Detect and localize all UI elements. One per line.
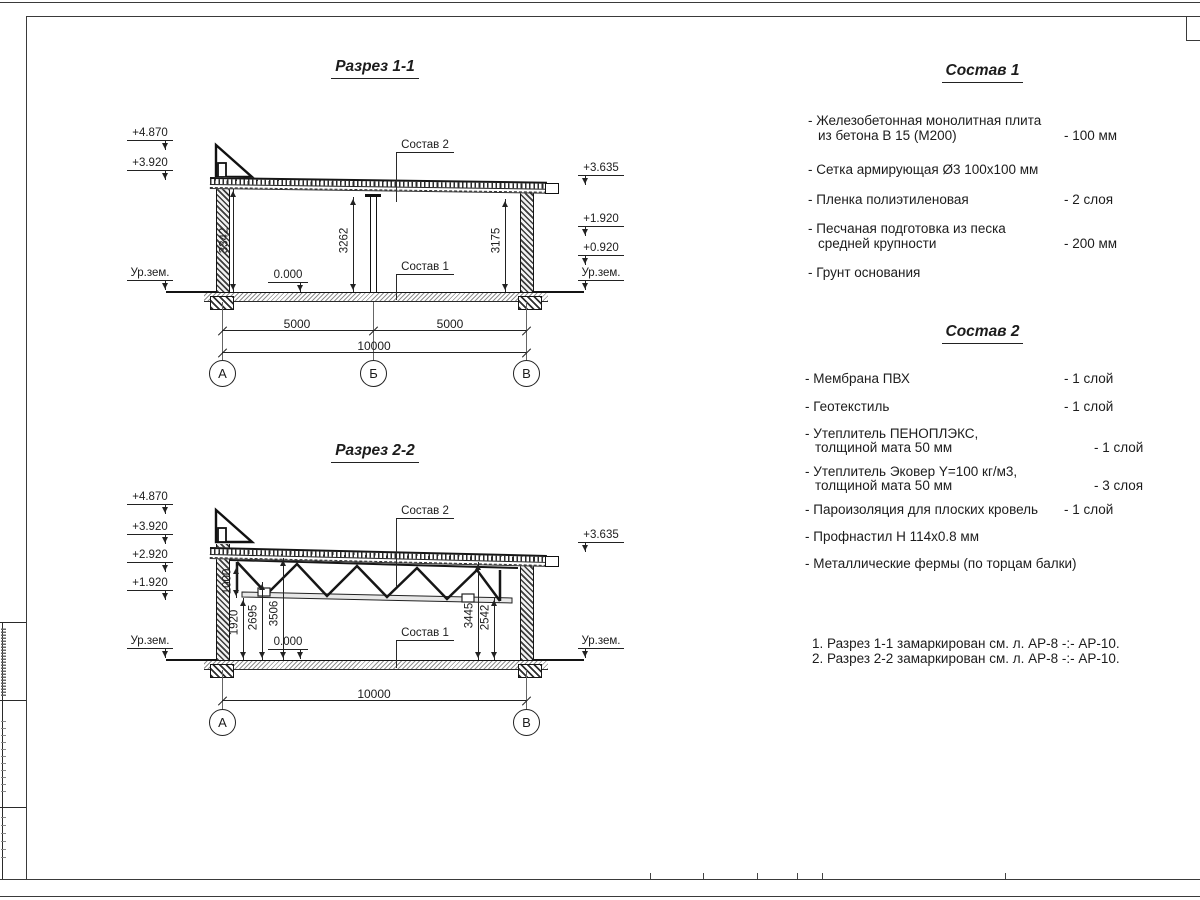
elevation-label: Ур.зем. bbox=[130, 635, 170, 647]
callout-leader bbox=[396, 153, 397, 202]
elevation-mark bbox=[578, 213, 624, 227]
material-item-line2: из бетона В 15 (М200) bbox=[818, 128, 957, 143]
elevation-line bbox=[127, 562, 173, 563]
callout-underline bbox=[396, 518, 454, 519]
material-value: - 100 мм bbox=[1064, 128, 1118, 143]
elevation-mark bbox=[578, 162, 624, 176]
ground-line bbox=[166, 659, 216, 661]
callout-label: Состав 2 bbox=[401, 505, 449, 517]
elevation-arrow-icon bbox=[585, 227, 586, 236]
dim-value: 5000 bbox=[436, 317, 464, 331]
callout-underline bbox=[396, 640, 454, 641]
dim-value: 3342 bbox=[218, 227, 231, 254]
material-item: - Песчаная подготовка из песка bbox=[808, 221, 1006, 236]
callout-label: Состав 1 bbox=[401, 627, 449, 639]
elevation-label: +0.920 bbox=[583, 242, 619, 254]
material-item: - Металлические фермы (по торцам балки) bbox=[805, 556, 1077, 571]
frame-corner-box bbox=[1186, 40, 1200, 41]
material-item-line2: толщиной мата 50 мм bbox=[815, 440, 953, 455]
side-stamp-text bbox=[1, 716, 6, 792]
callout-underline bbox=[396, 152, 454, 153]
elevation-mark bbox=[127, 549, 173, 563]
ground-level-mark bbox=[578, 267, 624, 281]
section1-title-text: Разрез 1-1 bbox=[331, 58, 419, 79]
title-block-tick bbox=[703, 873, 704, 879]
elevation-label: +1.920 bbox=[583, 213, 619, 225]
foundation-block bbox=[518, 664, 542, 678]
elevation-arrow-icon bbox=[165, 281, 166, 290]
callout-label: Состав 1 bbox=[401, 261, 449, 273]
side-stamp-line bbox=[0, 622, 26, 623]
elevation-arrow-icon bbox=[165, 591, 166, 600]
material-item-line2: средней крупности bbox=[818, 236, 937, 251]
elevation-arrow-icon bbox=[585, 543, 586, 552]
title-block-tick bbox=[757, 873, 758, 879]
title-block-tick bbox=[650, 873, 651, 879]
axis-circle: Б bbox=[360, 360, 387, 387]
extension-line bbox=[222, 670, 223, 709]
roof-edge-block bbox=[545, 556, 559, 567]
elevation-label: +1.920 bbox=[132, 577, 168, 589]
elevation-arrow-icon bbox=[165, 535, 166, 544]
note: 2. Разрез 2-2 замаркирован см. л. АР-8 -:- АР-10. bbox=[812, 651, 1120, 666]
elevation-arrow-icon bbox=[165, 563, 166, 572]
dim-value: 2695 bbox=[247, 604, 260, 631]
elevation-line bbox=[127, 504, 173, 505]
material-value: - 3 слоя bbox=[1094, 478, 1144, 493]
elevation-line bbox=[127, 140, 173, 141]
elevation-label: Ур.зем. bbox=[130, 267, 170, 279]
callout-leader bbox=[396, 275, 397, 300]
material-item: - Геотекстиль bbox=[805, 399, 890, 414]
level-label: 0.000 bbox=[273, 269, 303, 281]
material-item: - Пароизоляция для плоских кровель bbox=[805, 502, 1039, 517]
elevation-arrow-icon bbox=[165, 505, 166, 514]
ground-level-mark bbox=[127, 635, 173, 649]
section2-title-text: Разрез 2-2 bbox=[331, 442, 419, 463]
elevation-mark bbox=[127, 157, 173, 171]
dim-value: 3506 bbox=[268, 600, 281, 627]
material-item: - Профнастил Н 114х0.8 мм bbox=[805, 529, 979, 544]
sostav2-title-text: Состав 2 bbox=[942, 323, 1024, 344]
floor-slab bbox=[204, 660, 548, 670]
material-item: - Сетка армирующая Ø3 100х100 мм bbox=[808, 162, 1039, 177]
elevation-label: +2.920 bbox=[132, 549, 168, 561]
frame-line bbox=[0, 2, 1200, 3]
elevation-arrow-icon bbox=[585, 281, 586, 290]
dim-value: 3175 bbox=[490, 227, 503, 254]
material-value: - 1 слой bbox=[1064, 399, 1114, 414]
foundation-block bbox=[518, 296, 542, 310]
elevation-label: Ур.зем. bbox=[581, 267, 621, 279]
material-item: - Железобетонная монолитная плита bbox=[808, 113, 1042, 128]
section1-title bbox=[300, 58, 450, 79]
frame-line bbox=[0, 896, 1200, 897]
material-item: - Утеплитель Эковер Y=100 кг/м3, bbox=[805, 464, 1018, 479]
frame-line bbox=[26, 16, 27, 880]
elevation-line bbox=[127, 280, 173, 281]
dim-value: 10000 bbox=[357, 687, 391, 701]
elevation-label: +4.870 bbox=[132, 127, 168, 139]
side-stamp-line bbox=[0, 700, 26, 701]
elevation-mark bbox=[578, 242, 624, 256]
dim-value: 3262 bbox=[338, 227, 351, 254]
elevation-label: +3.920 bbox=[132, 157, 168, 169]
elevation-label: +3.635 bbox=[583, 529, 619, 541]
sostav2-title bbox=[930, 323, 1035, 344]
elevation-mark bbox=[127, 577, 173, 591]
zero-level-mark bbox=[268, 269, 308, 283]
frame-corner-box bbox=[1186, 16, 1187, 40]
material-value: - 1 слой bbox=[1064, 371, 1114, 386]
callout-sostav1 bbox=[396, 627, 454, 641]
elevation-mark bbox=[578, 529, 624, 543]
elevation-arrow-icon bbox=[585, 649, 586, 658]
material-item: - Утеплитель ПЕНОПЛЭКС, bbox=[805, 426, 979, 441]
callout-sostav1 bbox=[396, 261, 454, 275]
callout-sostav2 bbox=[396, 505, 454, 519]
dim-value: 1920 bbox=[228, 609, 241, 636]
elevation-arrow-icon bbox=[585, 176, 586, 185]
ground-line bbox=[166, 291, 216, 293]
dim-value: 3445 bbox=[463, 602, 476, 629]
axis-circle: А bbox=[209, 709, 236, 736]
dim-line-vertical bbox=[233, 189, 234, 292]
section2-title bbox=[300, 442, 450, 463]
axis-circle: В bbox=[513, 709, 540, 736]
ground-level-mark bbox=[127, 267, 173, 281]
callout-label: Состав 2 bbox=[401, 139, 449, 151]
elevation-line bbox=[127, 534, 173, 535]
callout-leader bbox=[396, 641, 397, 668]
level-line bbox=[268, 649, 308, 650]
side-stamp-text bbox=[1, 627, 6, 696]
frame-line bbox=[0, 879, 1200, 880]
material-item: - Мембрана ПВХ bbox=[805, 371, 910, 386]
dim-line-vertical bbox=[353, 197, 354, 292]
elevation-line bbox=[127, 648, 173, 649]
dim-value: 5000 bbox=[283, 317, 311, 331]
elevation-line bbox=[127, 590, 173, 591]
material-value: - 200 мм bbox=[1064, 236, 1118, 251]
elevation-arrow-icon bbox=[165, 141, 166, 150]
ground-line bbox=[532, 659, 584, 661]
ground-level-mark bbox=[578, 635, 624, 649]
title-block-tick bbox=[822, 873, 823, 879]
extension-line bbox=[526, 670, 527, 709]
dim-line-vertical bbox=[243, 598, 244, 660]
ground-line bbox=[532, 291, 584, 293]
callout-underline bbox=[396, 274, 454, 275]
dim-line-vertical bbox=[262, 582, 263, 660]
level-arrow-icon bbox=[300, 650, 301, 659]
level-line bbox=[268, 282, 308, 283]
dim-line-vertical bbox=[505, 199, 506, 292]
roof-edge-block bbox=[545, 183, 559, 194]
callout-sostav2 bbox=[396, 139, 454, 153]
wall-right bbox=[520, 557, 534, 660]
elevation-label: +3.920 bbox=[132, 521, 168, 533]
sostav1-title-text: Состав 1 bbox=[942, 62, 1024, 83]
dim-value: 1000 bbox=[221, 568, 234, 595]
elevation-label: Ур.зем. bbox=[581, 635, 621, 647]
material-item-line2: толщиной мата 50 мм bbox=[815, 478, 953, 493]
material-item: - Грунт основания bbox=[808, 265, 921, 280]
elevation-line bbox=[127, 170, 173, 171]
elevation-label: +3.635 bbox=[583, 162, 619, 174]
parapet bbox=[208, 504, 256, 546]
elevation-mark bbox=[127, 521, 173, 535]
dim-value: 10000 bbox=[357, 339, 391, 353]
column-cap bbox=[365, 194, 381, 197]
dim-line bbox=[222, 330, 526, 331]
zero-level-mark bbox=[268, 636, 308, 650]
elevation-arrow-icon bbox=[165, 649, 166, 658]
title-block-tick bbox=[797, 873, 798, 879]
material-value: - 1 слой bbox=[1064, 502, 1114, 517]
level-label: 0.000 bbox=[273, 636, 303, 648]
dim-line-vertical bbox=[494, 598, 495, 660]
note: 1. Разрез 1-1 замаркирован см. л. АР-8 -:- АР-10. bbox=[812, 636, 1120, 651]
elevation-arrow-icon bbox=[585, 256, 586, 265]
callout-leader bbox=[396, 519, 397, 587]
material-value: - 1 слой bbox=[1094, 440, 1144, 455]
title-block-tick bbox=[1005, 873, 1006, 879]
axis-circle: В bbox=[513, 360, 540, 387]
material-item: - Пленка полиэтиленовая bbox=[808, 192, 969, 207]
side-stamp-text bbox=[1, 812, 6, 858]
elevation-arrow-icon bbox=[165, 171, 166, 180]
frame-line bbox=[26, 16, 1200, 17]
sostav1-title bbox=[930, 62, 1035, 83]
dim-line-vertical bbox=[236, 566, 237, 598]
parapet bbox=[208, 139, 256, 181]
side-stamp-line bbox=[0, 807, 26, 808]
roof-slab bbox=[210, 177, 547, 194]
dim-value: 2542 bbox=[479, 604, 492, 631]
elevation-mark bbox=[127, 491, 173, 505]
floor-slab bbox=[204, 292, 548, 302]
axis-circle: А bbox=[209, 360, 236, 387]
elevation-mark bbox=[127, 127, 173, 141]
wall-right bbox=[520, 186, 534, 292]
material-value: - 2 слоя bbox=[1064, 192, 1114, 207]
level-arrow-icon bbox=[300, 283, 301, 292]
column-middle bbox=[370, 197, 377, 292]
elevation-label: +4.870 bbox=[132, 491, 168, 503]
